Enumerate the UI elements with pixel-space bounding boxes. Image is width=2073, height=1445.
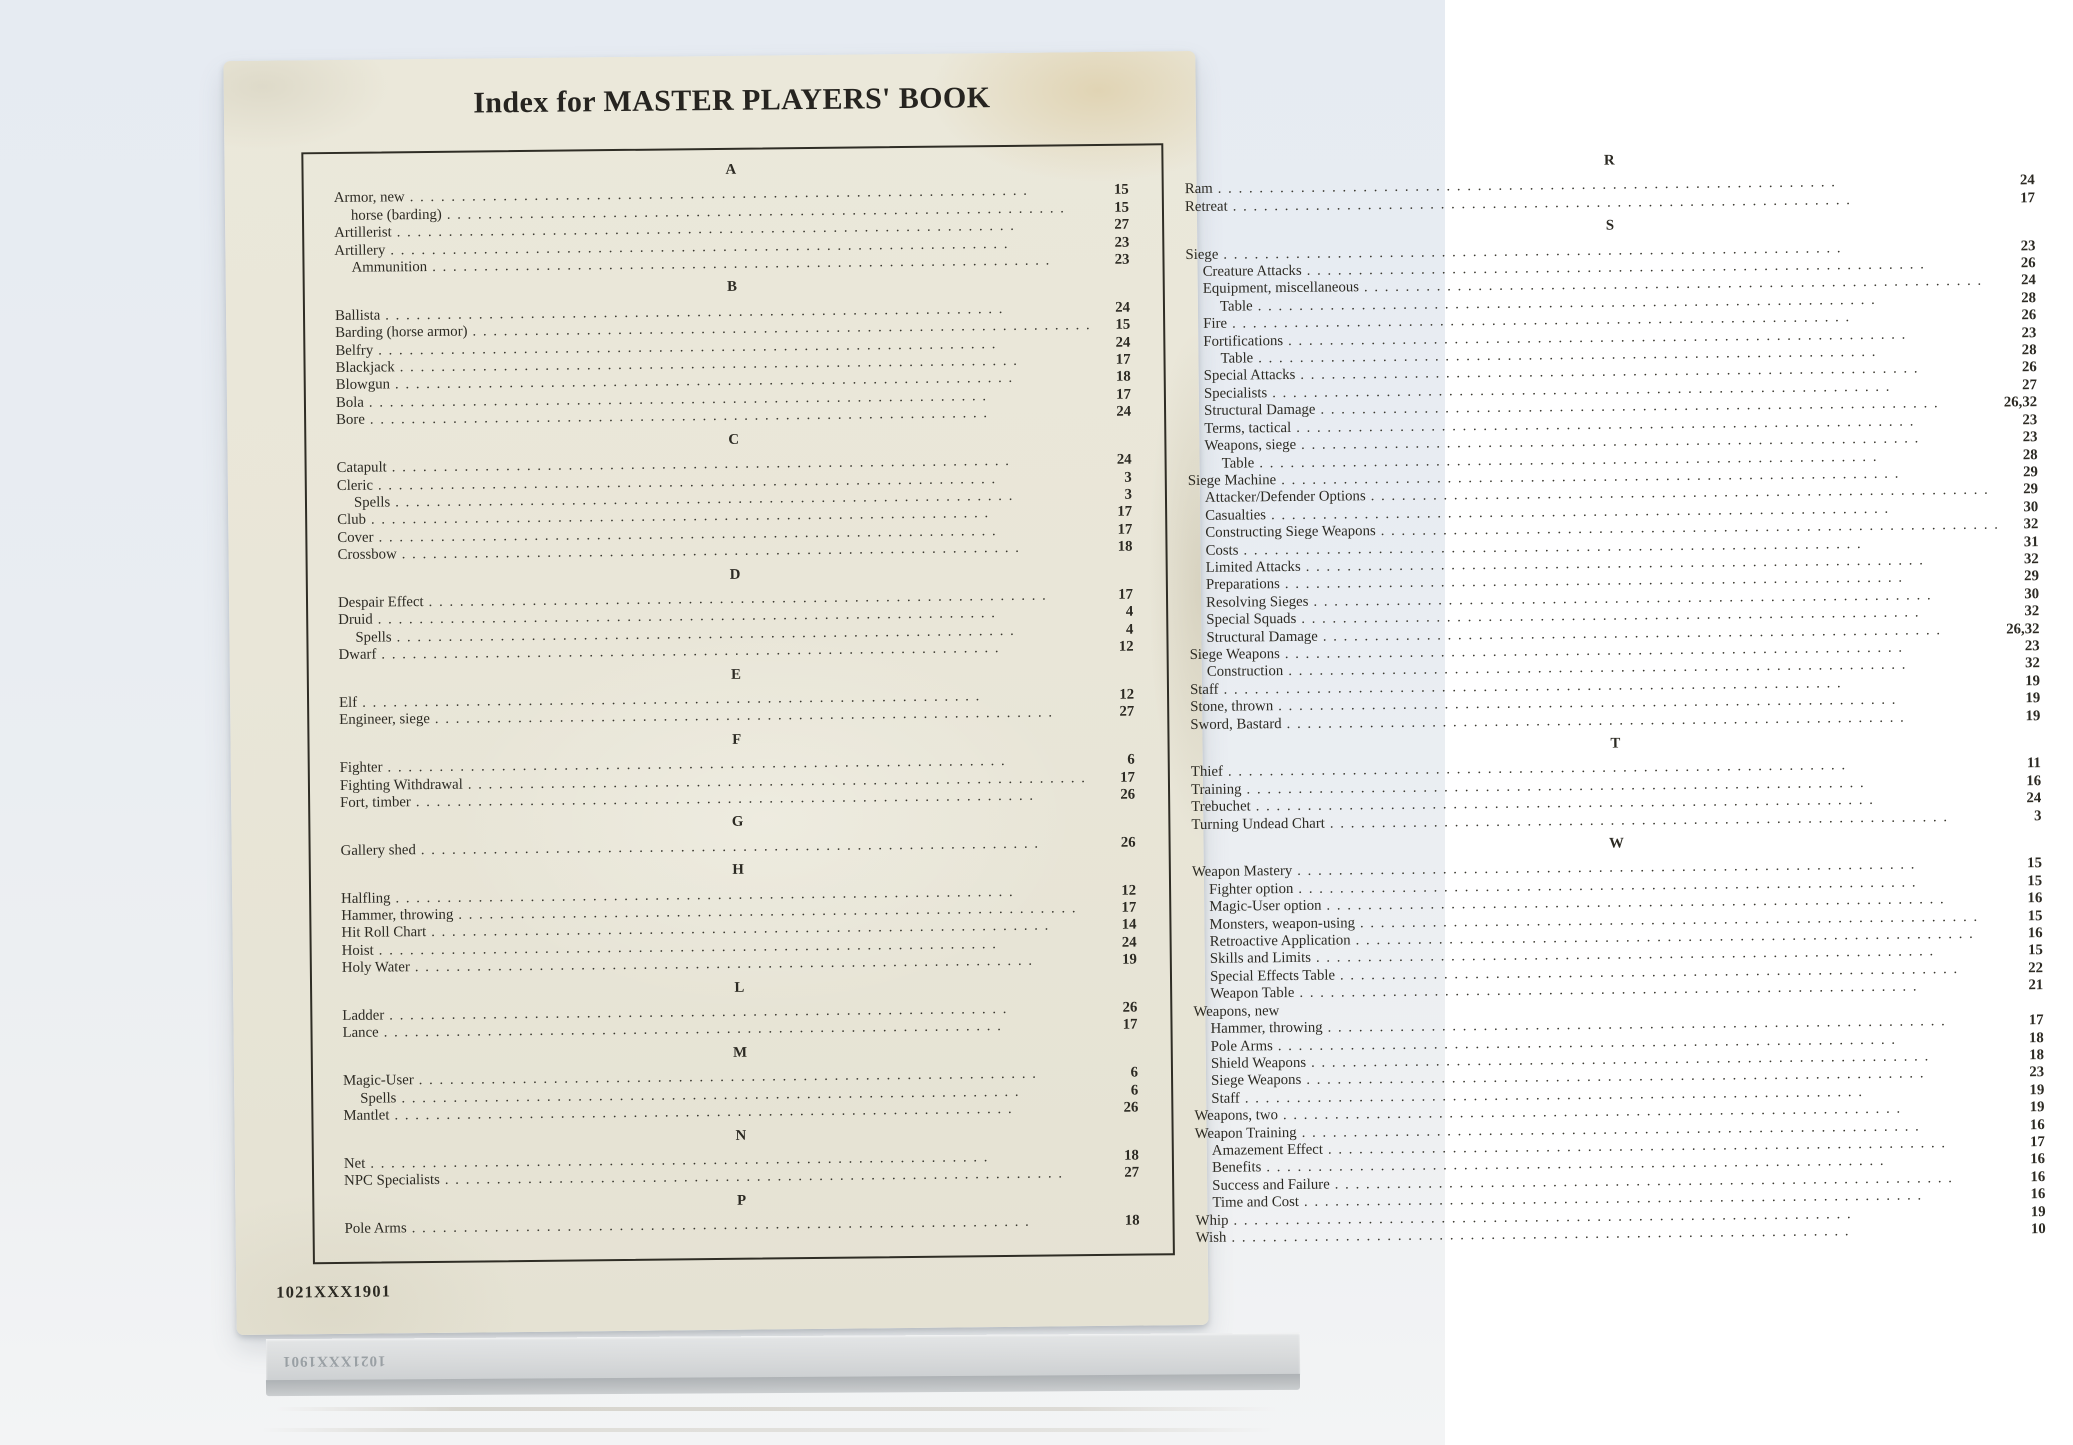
- entry-page-number: 27: [1119, 703, 1135, 721]
- entry-page-number: 24: [2020, 272, 2036, 289]
- entry-page-number: 6: [1127, 751, 1135, 768]
- entry-label: Turning Undead Chart: [1191, 815, 1325, 833]
- entry-page-number: 15: [1113, 182, 1129, 199]
- entry-label: Training: [1190, 781, 1242, 798]
- entry-label: Table: [1221, 454, 1255, 472]
- index-entry: [341, 834, 1136, 860]
- entry-page-number: 17: [2028, 1012, 2044, 1029]
- entry-page-number: 23: [2029, 1064, 2045, 1081]
- entry-page-number: 16: [2030, 1186, 2046, 1203]
- entry-page-number: 23: [2022, 429, 2038, 446]
- index-box: [301, 143, 2046, 1264]
- entry-label: Despair Effect: [337, 593, 424, 611]
- entry-label: Equipment, miscellaneous: [1202, 279, 1360, 298]
- entry-label: Fighting Withdrawal: [339, 776, 463, 794]
- entry-label: Fortifications: [1203, 332, 1284, 350]
- entry-page-number: 19: [2030, 1203, 2046, 1220]
- section-letter: A: [725, 161, 737, 178]
- entry-label: Staff: [1211, 1090, 1240, 1107]
- entry-label: Amazement Effect: [1211, 1141, 1323, 1159]
- entry-page-number: 22: [2028, 959, 2044, 977]
- entry-page-number: 24: [2019, 172, 2035, 189]
- entry-page-number: 16: [2030, 1168, 2046, 1186]
- entry-label: Sword, Bastard: [1190, 715, 1282, 733]
- entry-page-number: 29: [2023, 481, 2039, 498]
- entry-page-number: 29: [2022, 464, 2038, 481]
- entry-label: Artillerist: [334, 224, 392, 242]
- entry-label: Magic-User option: [1209, 897, 1322, 916]
- stand-reflection-line: [262, 1428, 1272, 1432]
- entry-page-number: 24: [2026, 790, 2042, 807]
- entry-page-number: 24: [1116, 403, 1132, 421]
- entry-page-number: 28: [2021, 342, 2037, 359]
- section-letter: W: [1608, 835, 1625, 852]
- entry-label: Weapon Table: [1210, 985, 1295, 1003]
- entry-label: Table: [1220, 350, 1254, 367]
- entry-page-number: 27: [2022, 377, 2038, 394]
- entry-label: Skills and Limits: [1209, 950, 1312, 968]
- entry-page-number: 17: [1121, 899, 1137, 916]
- entry-page-number: 15: [2027, 942, 2043, 959]
- entry-page-number: 24: [1121, 934, 1137, 951]
- entry-page-number: 32: [2024, 655, 2040, 672]
- entry-page-number: 26: [1120, 834, 1136, 851]
- section-letter: E: [731, 666, 742, 683]
- entry-label: Holy Water: [341, 959, 410, 977]
- entry-label: Artillery: [334, 242, 386, 259]
- section-letter: B: [726, 279, 738, 296]
- entry-label: Resolving Sieges: [1206, 593, 1309, 611]
- entry-page-number: 3: [2033, 807, 2042, 824]
- entry-label: Table: [1219, 298, 1253, 315]
- entry-label: Costs: [1205, 542, 1239, 559]
- entry-label: Hammer, throwing: [341, 906, 454, 924]
- entry-page-number: 31: [2023, 533, 2039, 550]
- entry-page-number: 17: [2020, 189, 2036, 207]
- stand-reflection-line: [276, 1407, 1276, 1411]
- section-letter: L: [734, 979, 745, 996]
- entry-label: Pole Arms: [1210, 1037, 1273, 1055]
- entry-label: Blackjack: [335, 359, 395, 377]
- entry-page-number: 16: [2027, 890, 2043, 907]
- entry-label: Whip: [1195, 1212, 1229, 1229]
- entry-label: Preparations: [1205, 576, 1280, 594]
- entry-page-number: 26: [2020, 255, 2036, 272]
- entry-page-number: 24: [1115, 334, 1131, 351]
- entry-page-number: 6: [1130, 1064, 1139, 1081]
- entry-page-number: 32: [2023, 551, 2039, 568]
- entry-label: Lance: [342, 1025, 379, 1042]
- entry-label: Structural Damage: [1206, 628, 1318, 646]
- entry-page-number: 23: [2024, 638, 2040, 655]
- entry-label: Magic-User: [342, 1072, 414, 1090]
- entry-label: Barding (horse armor): [335, 323, 468, 342]
- section-letter: P: [736, 1192, 747, 1209]
- entry-label: Success and Failure: [1212, 1176, 1330, 1194]
- entry-page-number: 23: [2021, 324, 2037, 341]
- entry-label: Special Squads: [1206, 611, 1297, 629]
- entry-label: Fire: [1203, 315, 1228, 333]
- entry-page-number: 19: [1121, 951, 1137, 969]
- entry-page-number: 26: [1120, 786, 1136, 803]
- entry-page-number: 17: [1115, 351, 1131, 368]
- entry-page-number: 26: [1123, 1099, 1139, 1116]
- section-letter: F: [732, 731, 742, 748]
- section-letter: T: [1610, 735, 1621, 752]
- section-letter: M: [732, 1044, 748, 1061]
- entry-label: Ammunition: [351, 259, 428, 276]
- entry-label: Pole Arms: [344, 1220, 407, 1238]
- section-letter: H: [732, 861, 745, 879]
- entry-page-number: 12: [1118, 638, 1134, 655]
- entry-page-number: 24: [1116, 451, 1132, 468]
- entry-label: Gallery shed: [340, 841, 416, 859]
- entry-page-number: 15: [2027, 907, 2043, 924]
- entry-page-number: 19: [2025, 690, 2041, 707]
- entry-page-number: 12: [1119, 686, 1135, 703]
- entry-page-number: 17: [1118, 586, 1134, 603]
- entry-page-number: 17: [1116, 386, 1132, 403]
- entry-label: Thief: [1190, 764, 1224, 781]
- entry-page-number: 23: [2020, 237, 2036, 254]
- entry-label: Stone, thrown: [1190, 698, 1274, 716]
- entry-label: Spells: [360, 1090, 397, 1107]
- entry-label: Weapon Mastery: [1191, 863, 1293, 881]
- entry-page-number: 3: [1124, 469, 1132, 486]
- entry-label: Mantlet: [343, 1107, 390, 1125]
- entry-page-number: 26: [1122, 999, 1138, 1016]
- entry-page-number: 29: [2024, 568, 2040, 585]
- entry-page-number: 28: [2022, 446, 2038, 463]
- entry-label: Trebuchet: [1191, 798, 1251, 816]
- entry-label: Elf: [338, 694, 358, 711]
- entry-page-number: 17: [2029, 1134, 2045, 1151]
- entry-label: Bore: [336, 411, 365, 429]
- entry-page-number: 21: [2028, 977, 2044, 994]
- entry-label: Siege Weapons: [1189, 646, 1280, 664]
- entry-page-number: 24: [1115, 299, 1131, 316]
- entry-page-number: 18: [2029, 1047, 2045, 1064]
- entry-label: Limited Attacks: [1205, 558, 1301, 576]
- entry-page-number: 26,32: [2003, 394, 2038, 411]
- entry-page-number: 32: [2024, 603, 2040, 620]
- entry-label: Blowgun: [335, 376, 391, 394]
- entry-label: Siege Weapons: [1211, 1072, 1302, 1090]
- entry-label: NPC Specialists: [344, 1172, 440, 1190]
- entry-label: Hammer, throwing: [1210, 1019, 1323, 1037]
- entry-page-number: 17: [1120, 769, 1136, 786]
- index-entry: [345, 1213, 1140, 1239]
- entry-label: Structural Damage: [1204, 401, 1316, 420]
- section-letter: G: [731, 814, 744, 831]
- section-letter: D: [729, 566, 741, 583]
- entry-page-number: 19: [2025, 707, 2041, 724]
- section-letter: S: [1605, 217, 1615, 234]
- entry-page-number: 10: [2030, 1221, 2046, 1238]
- entry-page-number: 12: [1121, 882, 1137, 899]
- entry-label: Ram: [1184, 181, 1213, 198]
- entry-label: Casualties: [1205, 506, 1267, 524]
- entry-label: Crossbow: [337, 546, 397, 564]
- entry-page-number: 6: [1130, 1082, 1139, 1099]
- entry-label: Weapons, two: [1194, 1107, 1279, 1125]
- section-letter: R: [1603, 152, 1616, 169]
- entry-page-number: 18: [1124, 1212, 1140, 1229]
- entry-label: Monsters, weapon-using: [1209, 914, 1356, 933]
- entry-page-number: 23: [1114, 251, 1130, 268]
- entry-label: Attacker/Defender Options: [1204, 488, 1366, 507]
- entry-label: horse (barding): [350, 206, 442, 224]
- entry-page-number: 4: [1125, 603, 1134, 621]
- entry-label: Wish: [1195, 1229, 1227, 1246]
- entry-label: Cleric: [336, 477, 374, 494]
- entry-page-number: 15: [1114, 199, 1130, 216]
- entry-label: Bola: [335, 394, 364, 411]
- entry-label: Belfry: [335, 342, 374, 359]
- entry-page-number: 18: [1115, 369, 1131, 386]
- index-column-left: [303, 145, 1166, 1262]
- entry-label: Net: [343, 1155, 366, 1172]
- entry-page-number: 3: [1124, 486, 1133, 503]
- entry-label: Dwarf: [338, 646, 377, 664]
- entry-page-number: 4: [1125, 621, 1134, 638]
- dot-leader: [412, 1213, 1101, 1238]
- entry-label: Club: [337, 511, 367, 529]
- product-code: 1021XXX1901: [276, 1281, 392, 1302]
- entry-label: Hoist: [341, 942, 374, 959]
- entry-label: Special Attacks: [1203, 367, 1296, 385]
- entry-label: Special Effects Table: [1209, 967, 1336, 985]
- entry-page-number: 26: [2021, 359, 2037, 376]
- entry-page-number: 27: [1124, 1164, 1140, 1182]
- index-column-right: [1154, 136, 2072, 1253]
- entry-label: Staff: [1189, 681, 1219, 698]
- entry-page-number: 18: [1117, 538, 1133, 555]
- entry-page-number: 15: [2027, 855, 2043, 872]
- entry-page-number: 17: [1117, 521, 1133, 538]
- entry-page-number: 17: [1122, 1017, 1138, 1034]
- entry-page-number: 28: [2021, 289, 2037, 307]
- entry-label: Fort, timber: [340, 794, 411, 811]
- entry-page-number: 16: [2030, 1151, 2046, 1168]
- entry-label: Construction: [1206, 663, 1284, 681]
- section-letter: N: [735, 1127, 747, 1144]
- entry-label: Fighter option: [1209, 880, 1294, 898]
- entry-label: Time and Cost: [1212, 1194, 1300, 1211]
- entry-label: Spells: [355, 629, 392, 646]
- section-letter: C: [728, 431, 740, 448]
- entry-label: Creature Attacks: [1202, 262, 1302, 280]
- book-back-cover: [223, 51, 2046, 1335]
- entry-label: Ballista: [334, 307, 381, 324]
- entry-label: Retroactive Application: [1209, 932, 1351, 950]
- entry-label: Terms, tactical: [1204, 419, 1292, 437]
- entry-label: Ladder: [342, 1007, 385, 1024]
- entry-page-number: 18: [2028, 1029, 2044, 1046]
- entry-label: Siege Machine: [1187, 472, 1277, 489]
- entry-page-number: 19: [2029, 1099, 2045, 1116]
- entry-label: Cover: [337, 529, 374, 546]
- entry-label: Specialists: [1203, 385, 1268, 402]
- entry-page-number: 14: [1121, 917, 1137, 934]
- entry-label: Constructing Siege Weapons: [1205, 523, 1376, 541]
- entry-label: Retreat: [1184, 198, 1228, 215]
- entry-page-number: 17: [1117, 503, 1133, 521]
- entry-label: Armor, new: [333, 189, 405, 207]
- entry-page-number: 26: [2021, 307, 2037, 324]
- entry-label: Weapon Training: [1194, 1124, 1297, 1142]
- entry-label: Hit Roll Chart: [341, 924, 427, 942]
- entry-page-number: 15: [2027, 872, 2043, 890]
- entry-label: Druid: [338, 611, 373, 629]
- entry-page-number: 30: [2023, 498, 2039, 516]
- entry-page-number: 26,32: [2006, 620, 2040, 638]
- entry-page-number: 19: [2025, 672, 2041, 690]
- entry-page-number: 18: [1124, 1147, 1139, 1164]
- entry-page-number: 19: [2029, 1081, 2045, 1098]
- entry-label: Fighter: [339, 759, 383, 777]
- entry-page-number: 27: [1114, 216, 1130, 234]
- dot-leader: [421, 835, 1097, 859]
- entry-page-number: 23: [1114, 234, 1130, 251]
- entry-page-number: 32: [2023, 516, 2039, 533]
- entry-page-number: 11: [2026, 755, 2041, 772]
- reflected-product-code: 1021XXX1901: [281, 1352, 386, 1370]
- entry-label: Weapons, new: [1193, 1002, 1280, 1020]
- entry-label: Weapons, siege: [1204, 437, 1297, 454]
- entry-page-number: 16: [2026, 772, 2042, 790]
- entry-label: Engineer, siege: [339, 711, 430, 729]
- entry-page-number: 30: [2024, 585, 2040, 603]
- entry-label: Shield Weapons: [1210, 1054, 1307, 1072]
- entry-label: Halfling: [341, 890, 391, 907]
- entry-label: Benefits: [1211, 1159, 1262, 1177]
- entry-label: Catapult: [336, 459, 387, 477]
- entry-label: Spells: [353, 494, 391, 511]
- entry-page-number: 16: [2027, 925, 2043, 942]
- entry-page-number: 23: [2022, 411, 2038, 428]
- entry-page-number: 16: [2029, 1116, 2045, 1133]
- entry-page-number: 15: [1115, 316, 1131, 334]
- page-title: Index for MASTER PLAYERS' BOOK: [473, 81, 991, 120]
- entry-label: Siege: [1185, 246, 1219, 263]
